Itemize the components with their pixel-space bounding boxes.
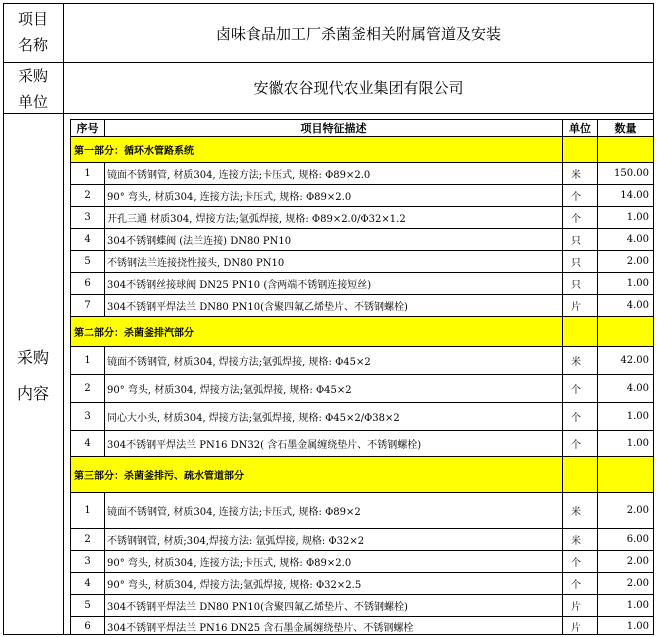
row-desc: 304不锈钢平焊法兰 PN16 DN25 含石墨金属缠绕垫片、不锈钢螺栓 [105, 617, 563, 635]
row-unit: 片 [563, 617, 598, 635]
purchaser-name: 安徽农谷现代农业集团有限公司 [253, 79, 464, 97]
row-desc: 镜面不锈钢管, 材质304, 焊接方法;氩弧焊接, 规格: Φ45×2 [105, 347, 563, 374]
row-desc: 开孔三通 材质304, 焊接方法;氩弧焊接, 规格: Φ89×2.0/Φ32×1.2 [105, 207, 563, 228]
divider [3, 62, 654, 63]
row-unit: 片 [563, 595, 598, 616]
row-unit: 米 [563, 529, 598, 550]
row-desc: 304不锈钢平焊法兰 DN80 PN10(含聚四氟乙烯垫片、不锈钢螺栓) [105, 295, 563, 316]
row-desc: 304不锈钢丝接球阀 DN25 PN10 (含两端不锈钢连接短丝) [105, 273, 563, 294]
row-no: 2 [70, 185, 105, 206]
section-unit-cell [563, 457, 598, 492]
header-unit: 单位 [563, 120, 598, 136]
row-no: 4 [70, 431, 105, 456]
row-no: 6 [70, 273, 105, 294]
section-row [70, 317, 654, 347]
section-row [70, 457, 654, 493]
header-no: 序号 [70, 120, 105, 136]
header-qty: 数量 [598, 120, 654, 136]
project-label-line1: 项目 [17, 10, 48, 28]
row-unit: 个 [563, 551, 598, 572]
row-no: 5 [70, 251, 105, 272]
row-no: 1 [70, 493, 105, 528]
section-unit-cell [563, 137, 598, 162]
row-no: 7 [70, 295, 105, 316]
section-qty-cell [598, 137, 654, 162]
table-row [70, 529, 654, 551]
purchaser-label [3, 63, 63, 115]
row-desc: 不锈钢法兰连接挠性接头, DN80 PN10 [105, 251, 563, 272]
project-name: 卤味食品加工厂杀菌釜相关附属管道及安装 [215, 25, 501, 43]
row-no: 2 [70, 375, 105, 402]
row-desc: 90° 弯头, 材质304, 焊接方法;氩弧焊接, 规格: Φ32×2.5 [105, 573, 563, 594]
content-label [3, 340, 63, 412]
table-row [70, 375, 654, 403]
row-desc: 镜面不锈钢管, 材质304, 连接方法;卡压式, 规格: Φ89×2.0 [105, 163, 563, 184]
row-desc: 304不锈钢平焊法兰 DN80 PN10(含聚四氟乙烯垫片、不锈钢螺栓) [105, 595, 563, 616]
section-title: 第一部分：循环水管路系统 [70, 137, 563, 162]
row-no: 3 [70, 207, 105, 228]
row-unit: 只 [563, 273, 598, 294]
row-qty: 2.00 [598, 573, 654, 594]
purchaser-label-line1: 采购 [17, 67, 48, 85]
row-qty: 6.00 [598, 529, 654, 550]
content-label-line2: 内容 [16, 384, 49, 403]
row-no: 4 [70, 229, 105, 250]
table-row [70, 403, 654, 431]
row-qty: 4.00 [598, 229, 654, 250]
table-row [70, 617, 654, 635]
row-no: 5 [70, 595, 105, 616]
row-qty: 14.00 [598, 185, 654, 206]
section-qty-cell [598, 317, 654, 346]
row-qty: 1.00 [598, 431, 654, 456]
table-row [70, 185, 654, 207]
row-unit: 米 [563, 347, 598, 374]
row-qty: 1.00 [598, 595, 654, 616]
row-unit: 米 [563, 163, 598, 184]
section-title: 第二部分：杀菌釜排汽部分 [70, 317, 563, 346]
project-label [3, 6, 63, 58]
content-label-line1: 采购 [16, 348, 49, 367]
row-unit: 个 [563, 375, 598, 402]
table-row [70, 163, 654, 185]
row-no: 3 [70, 403, 105, 430]
row-no: 1 [70, 163, 105, 184]
row-unit: 个 [563, 207, 598, 228]
row-qty: 1.00 [598, 207, 654, 228]
row-unit: 个 [563, 403, 598, 430]
row-qty: 4.00 [598, 375, 654, 402]
project-label-line2: 名称 [17, 36, 48, 54]
row-no: 6 [70, 617, 105, 635]
row-qty: 2.00 [598, 251, 654, 272]
row-desc: 不锈钢钢管, 材质;304,焊接方法: 氩弧焊接, 规格: Φ32×2 [105, 529, 563, 550]
row-desc: 90° 弯头, 材质304, 连接方法;卡压式, 规格: Φ89×2.0 [105, 185, 563, 206]
row-qty: 42.00 [598, 347, 654, 374]
row-desc: 同心大小头, 材质304, 焊接方法;氩弧焊接, 规格: Φ45×2/Φ38×2 [105, 403, 563, 430]
section-title: 第三部分：杀菌釜排污、疏水管道部分 [70, 457, 563, 492]
row-no: 4 [70, 573, 105, 594]
table-row [70, 573, 654, 595]
row-unit: 个 [563, 185, 598, 206]
row-desc: 304不锈钢平焊法兰 PN16 DN32( 含石墨金属缠绕垫片、不锈钢螺栓) [105, 431, 563, 456]
row-qty: 2.00 [598, 551, 654, 572]
section-row [70, 137, 654, 163]
table-row [70, 295, 654, 317]
row-no: 3 [70, 551, 105, 572]
table-row [70, 251, 654, 273]
table-row [70, 551, 654, 573]
purchaser-label-line2: 单位 [17, 93, 48, 111]
row-no: 2 [70, 529, 105, 550]
row-qty: 150.00 [598, 163, 654, 184]
row-unit: 个 [563, 431, 598, 456]
row-qty: 4.00 [598, 295, 654, 316]
row-desc: 90° 弯头, 材质304, 焊接方法;氩弧焊接, 规格: Φ45×2 [105, 375, 563, 402]
row-no: 1 [70, 347, 105, 374]
row-qty: 2.00 [598, 493, 654, 528]
table-row [70, 431, 654, 457]
table-header [70, 119, 654, 137]
section-unit-cell [563, 317, 598, 346]
table-row [70, 595, 654, 617]
table-row [70, 207, 654, 229]
table-row [70, 273, 654, 295]
row-unit: 个 [563, 573, 598, 594]
row-desc: 304不锈钢蝶阀 (法兰连接) DN80 PN10 [105, 229, 563, 250]
row-desc: 90° 弯头, 材质304, 连接方法;卡压式, 规格: Φ89×2.0 [105, 551, 563, 572]
table-row [70, 229, 654, 251]
row-qty: 1.00 [598, 273, 654, 294]
table-row [70, 493, 654, 529]
row-unit: 片 [563, 295, 598, 316]
row-unit: 米 [563, 493, 598, 528]
row-desc: 镜面不锈钢管, 材质304, 连接方法;卡压式, 规格: Φ89×2 [105, 493, 563, 528]
items-table [70, 114, 654, 635]
header-desc: 项目特征描述 [105, 120, 563, 136]
row-qty: 1.00 [598, 403, 654, 430]
row-qty: 1.00 [598, 617, 654, 635]
row-unit: 只 [563, 229, 598, 250]
row-unit: 只 [563, 251, 598, 272]
section-qty-cell [598, 457, 654, 492]
table-row [70, 347, 654, 375]
